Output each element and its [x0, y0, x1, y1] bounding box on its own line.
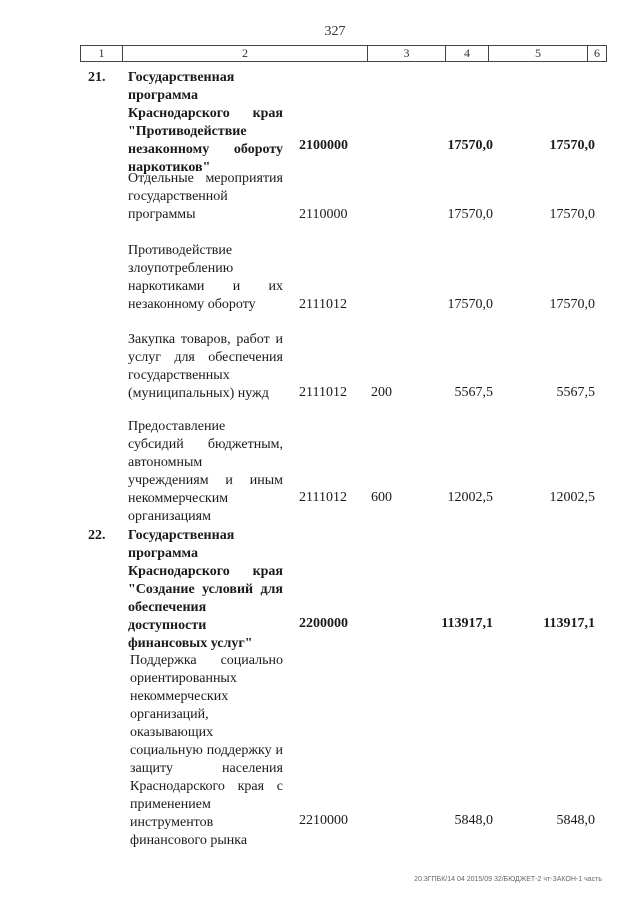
row-value-col5: 17570,0 — [447, 138, 493, 153]
row-description: Поддержка социально ориентированных некоммерческих организаций, оказывающих социальную поддержку и защиту населения Краснодарского края с применением инструментов финансового рынка — [130, 653, 283, 848]
row-value-col6: 5848,0 — [556, 813, 595, 828]
row-code: 2200000 — [299, 616, 348, 631]
row-description: Противодействие злоупотреблению наркотиками и их незаконному обороту — [128, 243, 283, 312]
row-expense-type: 600 — [371, 490, 392, 505]
header-col-4: 4 — [464, 46, 470, 60]
header-col-1: 1 — [98, 46, 105, 60]
row-code: 2111012 — [299, 490, 347, 505]
row-value-col6: 113917,1 — [543, 616, 595, 631]
row-value-col6: 17570,0 — [549, 297, 595, 312]
row-description: Государственная программа Краснодарского края "Противодействие незаконному обороту наркотиков" — [128, 70, 283, 175]
row-description: Государственная программа Краснодарского края "Создание условий для обеспечения доступности финансовых услуг" — [128, 528, 283, 651]
row-number: 22. — [88, 528, 106, 543]
row-description: Предоставление субсидий бюджетным, автономным учреждениям и иным некоммерческим организациям — [128, 419, 283, 524]
header-col-6: 6 — [594, 46, 600, 60]
page-number: 327 — [324, 24, 346, 39]
row-value-col5: 5848,0 — [454, 813, 493, 828]
row-code: 2100000 — [299, 138, 348, 153]
row-value-col6: 17570,0 — [549, 207, 595, 222]
row-code: 2111012 — [299, 385, 347, 400]
row-value-col5: 5567,5 — [454, 385, 493, 400]
row-expense-type: 200 — [371, 385, 392, 400]
row-value-col5: 17570,0 — [447, 297, 493, 312]
table-header — [80, 45, 607, 62]
row-value-col5: 12002,5 — [447, 490, 493, 505]
row-value-col6: 12002,5 — [549, 490, 595, 505]
row-value-col6: 17570,0 — [549, 138, 595, 153]
row-code: 2110000 — [299, 207, 348, 222]
row-number: 21. — [88, 70, 106, 85]
row-code: 2210000 — [299, 813, 348, 828]
row-value-col5: 113917,1 — [441, 616, 493, 631]
header-col-5: 5 — [535, 46, 541, 60]
row-code: 2111012 — [299, 297, 347, 312]
row-description: Отдельные мероприятия государственной программы — [128, 171, 283, 222]
row-description: Закупка товаров, работ и услуг для обеспечения государственных (муниципальных) нужд — [128, 332, 283, 401]
document-footer: 20.3ГПБК/14 04 2015/09 32/БЮДЖЕТ-2 чт-ЗАКОН-1 часть — [414, 876, 602, 883]
row-value-col5: 17570,0 — [447, 207, 493, 222]
header-col-3: 3 — [403, 46, 410, 60]
row-value-col6: 5567,5 — [556, 385, 595, 400]
header-col-2: 2 — [242, 46, 248, 60]
